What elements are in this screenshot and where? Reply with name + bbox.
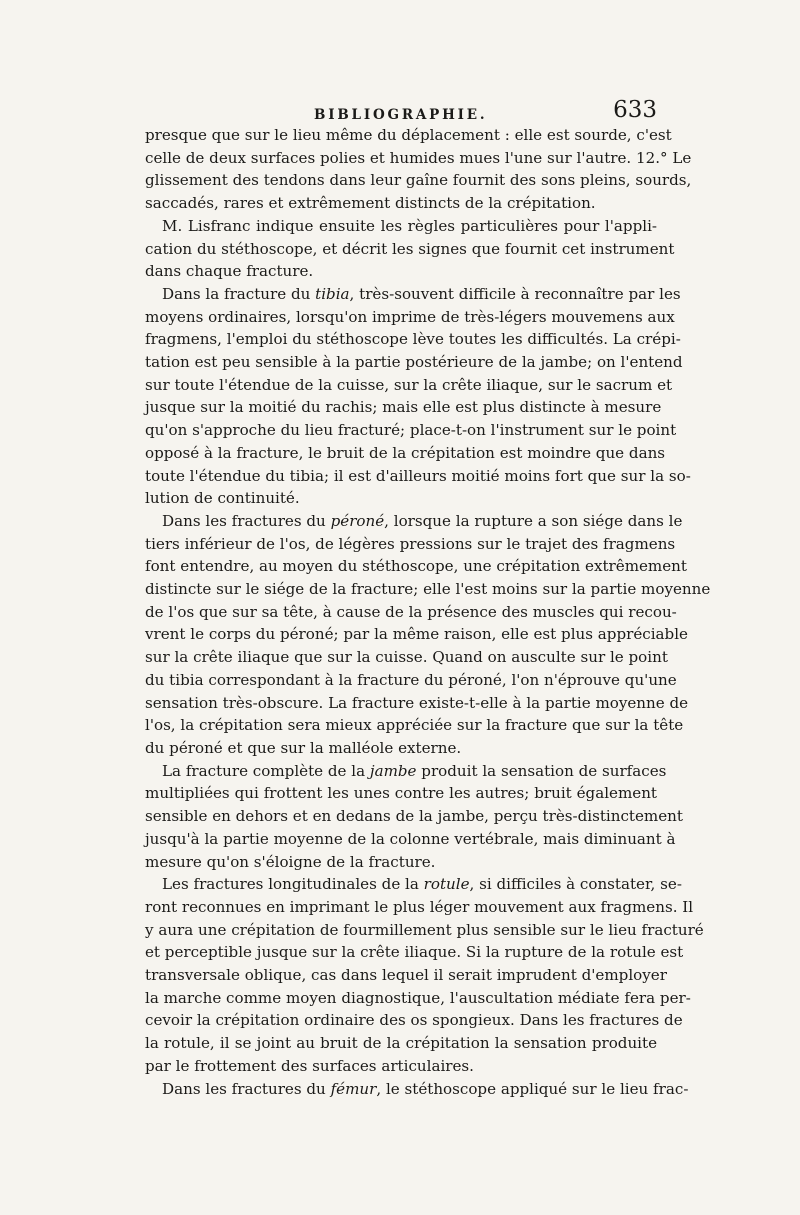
text-line <box>145 987 691 1010</box>
text-segment: La fracture complète de la <box>162 761 370 780</box>
text-line <box>145 374 673 397</box>
paragraph <box>145 215 675 283</box>
paragraph <box>145 283 691 510</box>
text-line <box>145 1032 657 1055</box>
running-title: BIBLIOGRAPHIE. <box>314 107 488 123</box>
text-line <box>145 351 683 374</box>
text-segment: transversale oblique, cas dans lequel il serait imprudent d'employer <box>145 966 667 985</box>
paragraph <box>145 1078 689 1101</box>
text-segment: , très-souvent difficile à reconnaître par les <box>349 284 681 303</box>
text-segment: font entendre, au moyen du stéthoscope, une crépitation extrêmement <box>145 557 687 576</box>
text-line <box>145 283 681 306</box>
text-segment: la rotule, il se joint au bruit de la crépitation la sensation produite <box>145 1034 657 1053</box>
text-segment: tibia <box>315 284 350 303</box>
text-line <box>145 147 692 170</box>
text-line <box>145 941 684 964</box>
paragraph <box>145 510 711 760</box>
text-line <box>145 851 657 874</box>
text-segment: fémur <box>330 1079 377 1098</box>
text-segment: tiers inférieur de l'os, de légères pressions sur le trajet des fragmens <box>145 534 676 553</box>
text-segment: Les fractures longitudinales de la <box>162 875 424 894</box>
text-line <box>145 465 691 488</box>
text-segment: et perceptible jusque sur la crête iliaque. Si la rupture de la rotule est <box>145 943 684 962</box>
text-line <box>145 1009 683 1032</box>
text-segment: sur la crête iliaque que sur la cuisse. Quand on ausculte sur le point <box>145 648 668 667</box>
text-segment: jusqu'à la partie moyenne de la colonne vertébrale, mais diminuant à <box>145 829 676 848</box>
text-segment: jambe <box>369 761 417 780</box>
text-line <box>145 1055 657 1078</box>
text-segment: M. Lisfranc indique ensuite les règles particulières pour l'appli- <box>162 216 657 235</box>
text-line <box>145 896 694 919</box>
text-segment: toute l'étendue du tibia; il est d'ailleurs moitié moins fort que sur la so- <box>145 466 691 485</box>
text-line <box>145 623 688 646</box>
paragraph <box>145 760 683 874</box>
text-line <box>145 873 682 896</box>
text-segment: Dans les fractures du <box>162 1079 331 1098</box>
text-line <box>145 578 711 601</box>
text-segment: du tibia correspondant à la fracture du péroné, l'on n'éprouve qu'une <box>145 670 677 689</box>
text-segment: saccadés, rares et extrêmement distincts de la crépitation. <box>145 194 596 213</box>
text-line <box>145 782 657 805</box>
text-segment: qu'on s'approche du lieu fracturé; place-t-on l'instrument sur le point <box>145 421 677 440</box>
text-segment: cevoir la crépitation ordinaire des os spongieux. Dans les fractures de <box>145 1011 683 1030</box>
text-segment: sensation très-obscure. La fracture existe-t-elle à la partie moyenne de <box>145 693 689 712</box>
text-segment: l'os, la crépitation sera mieux appréciée sur la fracture que sur la tête <box>145 716 684 735</box>
body-text <box>145 124 711 1100</box>
text-segment: mesure qu'on s'éloigne de la fracture. <box>145 852 436 871</box>
text-segment: jusque sur la moitié du rachis; mais elle est plus distincte à mesure <box>145 398 662 417</box>
text-line <box>145 306 675 329</box>
text-line <box>145 192 657 215</box>
text-line <box>145 487 657 510</box>
text-segment: opposé à la fracture, le bruit de la crépitation est moindre que dans <box>145 443 666 462</box>
text-line <box>145 533 676 556</box>
text-line <box>145 919 704 942</box>
text-line <box>145 714 684 737</box>
text-segment: distincte sur le siége de la fracture; elle l'est moins sur la partie moyenne <box>145 580 711 599</box>
text-line <box>145 964 667 987</box>
text-segment: produit la sensation de surfaces <box>416 761 667 780</box>
text-line <box>145 215 657 238</box>
text-segment: presque que sur le lieu même du déplacement : elle est sourde, c'est <box>145 126 672 144</box>
text-segment: du péroné et que sur la malléole externe. <box>145 738 462 757</box>
text-segment: , si difficiles à constater, se- <box>469 875 682 894</box>
text-line <box>145 760 667 783</box>
text-line <box>145 828 676 851</box>
text-line <box>145 419 677 442</box>
text-segment: celle de deux surfaces polies et humides mues l'une sur l'autre. 12.° Le <box>145 148 692 167</box>
text-line <box>145 805 683 828</box>
text-segment: lution de continuité. <box>145 489 300 508</box>
text-line <box>145 328 681 351</box>
text-segment: vrent le corps du péroné; par la même raison, elle est plus appréciable <box>145 625 688 644</box>
text-line <box>145 737 657 760</box>
text-segment: sur toute l'étendue de la cuisse, sur la crête iliaque, sur le sacrum et <box>145 375 673 394</box>
text-segment: sensible en dehors et en dedans de la jambe, perçu très-distinctement <box>145 807 683 826</box>
text-segment: tation est peu sensible à la partie postérieure de la jambe; on l'entend <box>145 353 683 372</box>
text-line <box>145 396 662 419</box>
text-line <box>145 124 672 147</box>
text-segment: dans chaque fracture. <box>145 262 314 281</box>
text-segment: de l'os que sur sa tête, à cause de la présence des muscles qui recou- <box>145 602 677 621</box>
text-segment: moyens ordinaires, lorsqu'on imprime de très-légers mouvemens aux <box>145 307 675 326</box>
text-line <box>145 601 677 624</box>
text-line <box>145 555 687 578</box>
text-segment: multipliées qui frottent les unes contre les autres; bruit également <box>145 784 657 803</box>
text-segment: cation du stéthoscope, et décrit les signes que fournit cet instrument <box>145 239 675 258</box>
text-segment: , lorsque la rupture a son siége dans le <box>384 511 683 530</box>
text-line <box>145 1078 689 1101</box>
text-segment: fragmens, l'emploi du stéthoscope lève toutes les difficultés. La crépi- <box>145 330 681 349</box>
text-line <box>145 669 677 692</box>
text-segment: Dans la fracture du <box>162 284 316 303</box>
text-segment: ront reconnues en imprimant le plus léger mouvement aux fragmens. Il <box>145 897 694 916</box>
text-line <box>145 442 666 465</box>
text-segment: rotule <box>423 875 470 894</box>
text-segment: la marche comme moyen diagnostique, l'auscultation médiate fera per- <box>145 988 691 1007</box>
text-segment: , le stéthoscope appliqué sur le lieu frac- <box>376 1079 689 1098</box>
text-segment: glissement des tendons dans leur gaîne fournit des sons pleins, sourds, <box>145 171 692 190</box>
text-line <box>145 169 692 192</box>
text-line <box>145 692 689 715</box>
paragraph <box>145 873 704 1077</box>
text-line <box>145 260 657 283</box>
text-segment: péroné <box>330 511 385 530</box>
text-line <box>145 646 668 669</box>
page-number: 633 <box>613 97 657 123</box>
text-line <box>145 510 683 533</box>
paragraph <box>145 124 692 215</box>
text-segment: Dans les fractures du <box>162 511 331 530</box>
text-segment: par le frottement des surfaces articulaires. <box>145 1056 474 1075</box>
text-segment: y aura une crépitation de fourmillement plus sensible sur le lieu fracturé <box>145 920 704 939</box>
text-line <box>145 238 675 261</box>
